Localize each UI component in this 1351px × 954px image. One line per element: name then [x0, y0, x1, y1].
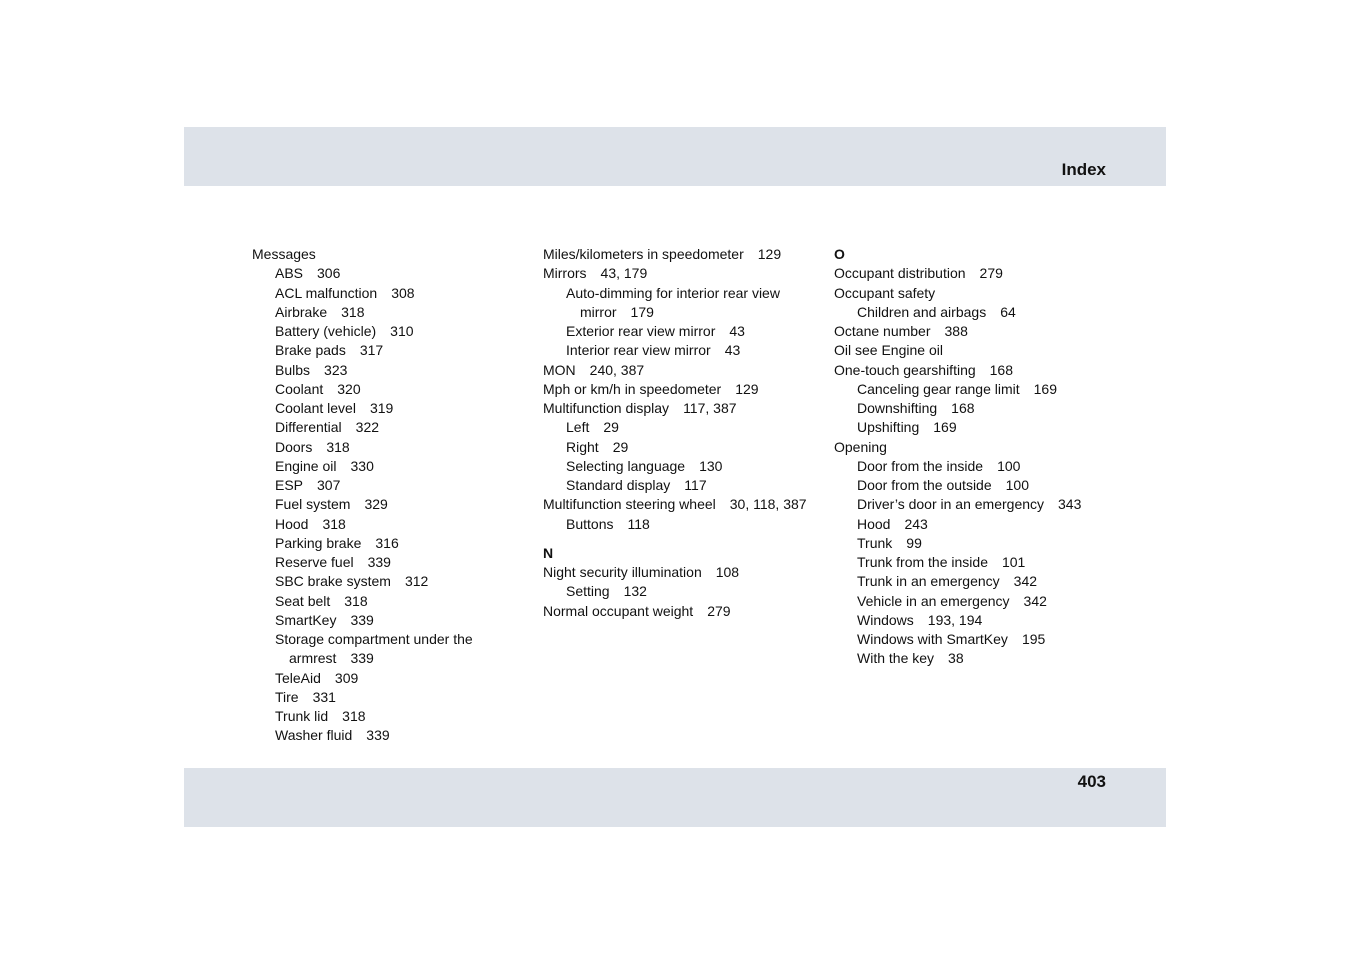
entry-term: Differential — [275, 419, 342, 436]
entry-term: Bulbs — [275, 361, 311, 378]
entry-term: Normal occupant weight — [543, 602, 694, 619]
index-subentry — [543, 457, 818, 476]
index-subentry — [252, 438, 527, 457]
index-subentry — [252, 534, 527, 553]
header-band — [184, 127, 1166, 186]
entry-term: Trunk in an emergency — [857, 573, 1000, 590]
entry-term: Door from the inside — [857, 457, 984, 474]
entry-page-ref: 318 — [341, 303, 365, 320]
index-subentry — [543, 476, 818, 495]
entry-page-ref: 117, 387 — [683, 400, 737, 416]
entry-page-ref: 43 — [724, 342, 741, 359]
entry-term: Interior rear view mirror — [566, 342, 711, 359]
entry-term: Tire — [275, 688, 299, 705]
entry-term: Occupant distribution — [834, 265, 966, 282]
entry-term: Storage compartment under the armrest — [275, 631, 473, 667]
entry-page-ref: 240, 387 — [589, 361, 645, 378]
entry-page-ref: 323 — [324, 361, 348, 378]
entry-page-ref: 309 — [334, 669, 359, 686]
index-subentry — [834, 572, 1109, 591]
index-column-1 — [252, 245, 527, 746]
entry-page-ref: 118 — [627, 515, 650, 532]
entry-page-ref: 132 — [623, 583, 647, 600]
entry-term: Engine oil — [275, 457, 337, 474]
entry-term: Mirrors — [543, 265, 587, 282]
index-subentry — [252, 669, 527, 688]
index-subentry — [252, 495, 527, 514]
entry-page-ref: 339 — [350, 611, 374, 628]
entry-page-ref: 339 — [350, 650, 374, 667]
index-subentry — [252, 264, 527, 283]
entry-term: Multifunction display — [543, 400, 670, 416]
entry-term: Vehicle in an emergency — [857, 592, 1010, 609]
entry-term: Parking brake — [275, 534, 362, 551]
entry-term: One-touch gearshifting — [834, 361, 976, 378]
entry-page-ref: 195 — [1021, 631, 1046, 647]
entry-page-ref: 310 — [390, 323, 414, 339]
index-subentry — [834, 399, 1109, 418]
index-entry — [834, 284, 1109, 303]
entry-term: Battery (vehicle) — [275, 323, 377, 339]
entry-term: Messages — [252, 246, 316, 262]
entry-term: Hood — [857, 515, 891, 532]
entry-term: Hood — [275, 515, 309, 532]
entry-term: Reserve fuel — [275, 554, 354, 570]
entry-page-ref: 100 — [997, 457, 1021, 474]
entry-page-ref: 129 — [757, 246, 782, 262]
index-subentry — [252, 399, 527, 418]
index-subentry — [252, 418, 527, 437]
index-subentry — [252, 572, 527, 591]
entry-page-ref: 29 — [603, 419, 619, 436]
entry-term: Oil see Engine oil — [834, 342, 943, 359]
entry-term: Octane number — [834, 323, 931, 339]
entry-term: Washer fluid — [275, 727, 353, 744]
section-title: Index — [1061, 160, 1106, 179]
index-subentry — [543, 582, 818, 601]
index-subentry — [252, 726, 527, 745]
entry-page-ref: 306 — [317, 265, 341, 282]
entry-term: ESP — [275, 477, 304, 493]
entry-term: SBC brake system — [275, 573, 391, 590]
entry-term: Driver’s door in an emergency — [857, 496, 1045, 513]
entry-page-ref: 43 — [729, 323, 745, 339]
entry-page-ref: 168 — [989, 361, 1013, 378]
index-subentry — [834, 418, 1109, 437]
entry-term: Miles/kilometers in speedometer — [543, 246, 744, 262]
index-subentry — [834, 495, 1109, 514]
index-subentry — [834, 515, 1109, 534]
entry-page-ref: 179 — [630, 303, 654, 320]
entry-term: Mph or km/h in speedometer — [543, 380, 722, 397]
index-subentry — [252, 322, 527, 341]
entry-page-ref: 343 — [1058, 496, 1082, 513]
index-subentry — [252, 341, 527, 360]
entry-term: Exterior rear view mirror — [566, 323, 716, 339]
entry-page-ref: 30, 118, 387 — [729, 496, 807, 513]
index-subentry — [252, 707, 527, 726]
entry-page-ref: 316 — [375, 534, 399, 551]
index-entry — [543, 245, 818, 264]
index-subentry — [252, 688, 527, 707]
entry-term: Opening — [834, 438, 887, 455]
index-subentry — [252, 380, 527, 399]
entry-term: Occupant safety — [834, 284, 936, 301]
entry-term: With the key — [857, 650, 935, 667]
index-subentry — [834, 534, 1109, 553]
entry-page-ref: 339 — [367, 554, 391, 570]
index-letter-heading: N — [543, 544, 554, 561]
entry-page-ref: 169 — [933, 419, 957, 436]
entry-page-ref: 322 — [355, 419, 380, 436]
entry-page-ref: 168 — [951, 400, 975, 416]
entry-term: Buttons — [566, 515, 614, 532]
entry-page-ref: 29 — [612, 438, 629, 455]
index-subentry — [543, 515, 818, 534]
entry-page-ref: 318 — [326, 438, 350, 455]
index-subentry — [543, 341, 818, 360]
index-subentry — [834, 380, 1109, 399]
index-subentry — [543, 284, 818, 323]
index-entry — [252, 245, 527, 264]
entry-term: ACL malfunction — [275, 284, 378, 301]
entry-page-ref: 329 — [364, 496, 388, 513]
footer-band — [184, 768, 1166, 827]
entry-term: Standard display — [566, 477, 671, 493]
index-entry — [543, 495, 818, 514]
entry-term: Trunk — [857, 534, 893, 551]
entry-term: ABS — [275, 265, 304, 282]
entry-page-ref: 331 — [312, 688, 336, 705]
index-entry — [834, 361, 1109, 380]
index-subentry — [543, 322, 818, 341]
entry-term: Auto-dimming for interior rear view mirror — [566, 284, 780, 320]
index-subentry — [252, 592, 527, 611]
index-subentry — [543, 418, 818, 437]
entry-page-ref: 193, 194 — [927, 611, 983, 628]
entry-page-ref: 342 — [1023, 592, 1047, 609]
entry-term: Canceling gear range limit — [857, 380, 1020, 397]
index-subentry — [834, 649, 1109, 668]
entry-page-ref: 330 — [350, 457, 374, 474]
index-entry — [834, 341, 1109, 360]
entry-term: Trunk lid — [275, 708, 329, 724]
entry-page-ref: 308 — [391, 284, 415, 301]
index-entry — [834, 438, 1109, 457]
entry-term: Seat belt — [275, 592, 331, 609]
index-subentry — [834, 476, 1109, 495]
entry-page-ref: 307 — [317, 477, 341, 493]
entry-page-ref: 169 — [1033, 380, 1057, 397]
index-subentry — [252, 515, 527, 534]
index-entry — [543, 380, 818, 399]
index-column-3 — [834, 245, 1109, 669]
entry-page-ref: 339 — [366, 727, 390, 744]
index-subentry — [252, 303, 527, 322]
entry-page-ref: 101 — [1001, 554, 1026, 570]
index-subentry — [252, 553, 527, 572]
index-entry — [543, 399, 818, 418]
entry-term: TeleAid — [275, 669, 321, 686]
entry-page-ref: 43, 179 — [600, 265, 648, 282]
index-entry — [543, 264, 818, 283]
entry-term: Doors — [275, 438, 313, 455]
index-entry — [834, 264, 1109, 283]
entry-page-ref: 320 — [337, 380, 361, 397]
entry-term: Trunk from the inside — [857, 554, 988, 570]
entry-page-ref: 318 — [342, 708, 366, 724]
index-letter-heading: O — [834, 246, 845, 262]
entry-page-ref: 342 — [1013, 573, 1038, 590]
entry-term: Windows — [857, 611, 914, 628]
index-column-2 — [543, 245, 818, 621]
entry-page-ref: 64 — [1000, 303, 1016, 320]
index-subentry — [834, 611, 1109, 630]
index-entry — [543, 563, 818, 582]
index-subentry — [834, 592, 1109, 611]
entry-page-ref: 317 — [359, 342, 384, 359]
entry-page-ref: 279 — [707, 602, 731, 619]
index-subentry — [834, 553, 1109, 572]
entry-page-ref: 312 — [404, 573, 429, 590]
index-entry — [543, 602, 818, 621]
entry-term: Left — [566, 419, 590, 436]
entry-term: Airbrake — [275, 303, 328, 320]
entry-term: Setting — [566, 583, 610, 600]
entry-page-ref: 130 — [699, 457, 723, 474]
entry-page-ref: 108 — [715, 564, 740, 580]
entry-page-ref: 117 — [684, 477, 707, 493]
index-subentry — [252, 457, 527, 476]
entry-page-ref: 318 — [322, 515, 346, 532]
entry-term: Night security illumination — [543, 564, 702, 580]
entry-term: Multifunction steering wheel — [543, 496, 716, 513]
entry-page-ref: 279 — [979, 265, 1003, 282]
entry-page-ref: 129 — [735, 380, 759, 397]
index-subentry — [252, 284, 527, 303]
index-subentry — [834, 457, 1109, 476]
entry-term: Selecting language — [566, 457, 686, 474]
index-subentry — [834, 303, 1109, 322]
entry-term: Coolant — [275, 380, 324, 397]
entry-page-ref: 38 — [948, 650, 964, 667]
entry-term: Upshifting — [857, 419, 920, 436]
entry-term: Right — [566, 438, 599, 455]
entry-term: Children and airbags — [857, 303, 987, 320]
entry-page-ref: 319 — [369, 400, 394, 416]
index-subentry — [834, 630, 1109, 649]
entry-term: Windows with SmartKey — [857, 631, 1008, 647]
entry-term: Fuel system — [275, 496, 351, 513]
index-subentry — [543, 438, 818, 457]
entry-term: Door from the outside — [857, 477, 992, 493]
index-entry — [834, 322, 1109, 341]
index-subentry — [252, 630, 527, 669]
index-subentry — [252, 476, 527, 495]
page-number: 403 — [1077, 772, 1106, 791]
entry-term: Downshifting — [857, 400, 938, 416]
index-subentry — [252, 611, 527, 630]
entry-term: Coolant level — [275, 400, 356, 416]
entry-page-ref: 100 — [1005, 477, 1029, 493]
index-entry — [543, 361, 818, 380]
index-subentry — [252, 361, 527, 380]
entry-term: SmartKey — [275, 611, 337, 628]
entry-term: Brake pads — [275, 342, 346, 359]
entry-page-ref: 99 — [906, 534, 922, 551]
entry-term: MON — [543, 361, 576, 378]
letter-gap — [543, 534, 818, 544]
entry-page-ref: 243 — [904, 515, 928, 532]
entry-page-ref: 318 — [344, 592, 368, 609]
entry-page-ref: 388 — [944, 323, 968, 339]
